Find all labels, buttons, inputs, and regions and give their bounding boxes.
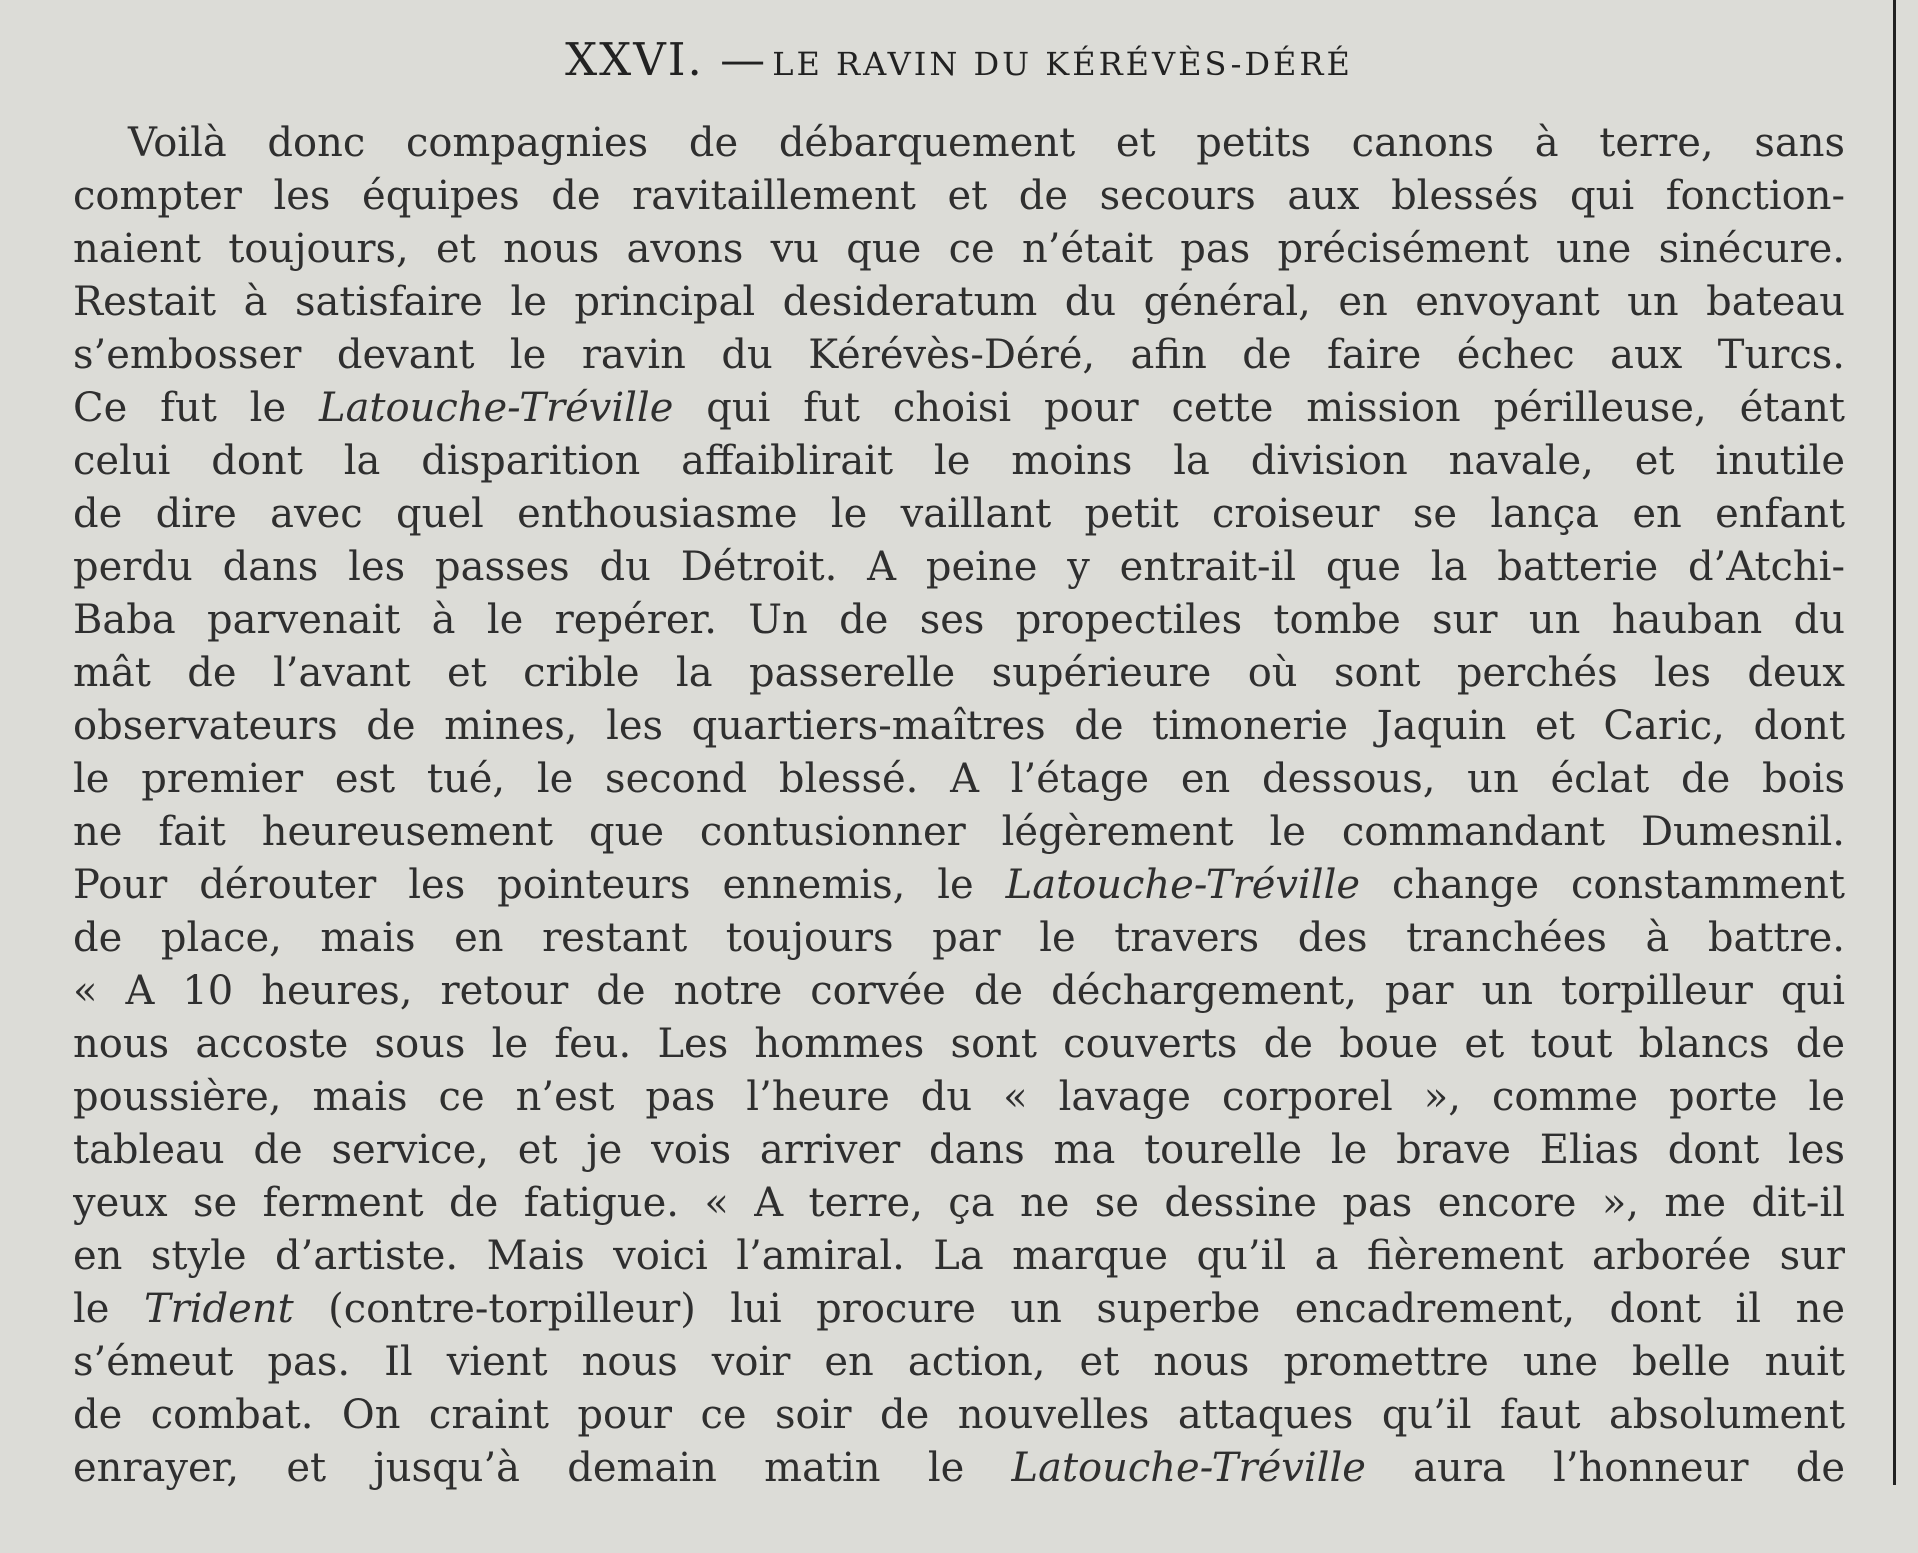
text-run: perdu dans les passes du Détroit. A peine y entrait-il que la batterie d’Atchi-: [73, 544, 1845, 590]
text-line: [73, 1442, 1845, 1495]
text-run: de dire avec quel enthousiasme le vaillant petit croiseur se lança en enfant: [73, 491, 1845, 537]
text-line: [73, 170, 1845, 223]
text-run: s’embosser devant le ravin du Kérévès-Déré, afin de faire échec aux Turcs.: [73, 332, 1845, 378]
text-line: [73, 1018, 1845, 1071]
text-run: tableau de service, et je vois arriver dans ma tourelle le brave Elias dont les: [73, 1127, 1845, 1173]
text-line: [73, 223, 1845, 276]
text-line: [73, 594, 1845, 647]
text-run: ne fait heureusement que contusionner légèrement le commandant Dumesnil.: [73, 809, 1845, 855]
text-run: le: [73, 1286, 144, 1332]
chapter-heading: [0, 33, 1918, 86]
text-line: [73, 488, 1845, 541]
text-run: poussière, mais ce n’est pas l’heure du « lavage corporel », comme porte le: [73, 1074, 1845, 1120]
text-line: [73, 541, 1845, 594]
text-run: nous accoste sous le feu. Les hommes sont couverts de boue et tout blancs de: [73, 1021, 1845, 1067]
text-run: de place, mais en restant toujours par le travers des tranchées à battre.: [73, 915, 1845, 961]
page-edge-rule: [1893, 0, 1896, 1485]
text-run: aura l’honneur de: [1365, 1445, 1845, 1491]
italic-ship-name: Latouche-Tréville: [1011, 1445, 1366, 1491]
chapter-title: LE RAVIN DU KÉRÉVÈS-DÉRÉ: [772, 45, 1353, 83]
text-run: enrayer, et jusqu’à demain matin le: [73, 1445, 1012, 1491]
text-line: [73, 647, 1845, 700]
text-run: mât de l’avant et crible la passerelle supérieure où sont perchés les deux: [73, 650, 1845, 696]
text-line: [73, 753, 1845, 806]
body-text: [73, 117, 1845, 1495]
text-run: qui fut choisi pour cette mission périlleuse, étant: [673, 385, 1845, 431]
text-line: [73, 1389, 1845, 1442]
chapter-number: XXVI. —: [565, 33, 768, 86]
text-line: [73, 806, 1845, 859]
text-line: [73, 859, 1845, 912]
text-run: yeux se ferment de fatigue. « A terre, ça ne se dessine pas encore », me dit-il: [73, 1180, 1845, 1226]
text-line: [73, 1124, 1845, 1177]
italic-ship-name: Latouche-Tréville: [319, 385, 674, 431]
text-run: naient toujours, et nous avons vu que ce n’était pas précisément une sinécure.: [73, 226, 1845, 272]
text-line: [73, 1177, 1845, 1230]
text-run: « A 10 heures, retour de notre corvée de déchargement, par un torpilleur qui: [73, 968, 1845, 1014]
text-run: s’émeut pas. Il vient nous voir en action, et nous promettre une belle nuit: [73, 1339, 1845, 1385]
text-line: [73, 435, 1845, 488]
text-run: Baba parvenait à le repérer. Un de ses propectiles tombe sur un hauban du: [73, 597, 1845, 643]
text-run: Voilà donc compagnies de débarquement et petits canons à terre, sans: [128, 120, 1845, 166]
text-run: le premier est tué, le second blessé. A l’étage en dessous, un éclat de bois: [73, 756, 1845, 802]
text-line: [73, 1230, 1845, 1283]
text-run: Ce fut le: [73, 385, 320, 431]
text-line: [73, 117, 1845, 170]
text-run: observateurs de mines, les quartiers-maîtres de timonerie Jaquin et Caric, dont: [73, 703, 1845, 749]
text-line: [73, 1071, 1845, 1124]
text-line: [73, 382, 1845, 435]
text-run: compter les équipes de ravitaillement et de secours aux blessés qui fonction-: [73, 173, 1845, 219]
text-run: Restait à satisfaire le principal desideratum du général, en envoyant un bateau: [73, 279, 1845, 325]
text-line: [73, 700, 1845, 753]
text-run: celui dont la disparition affaiblirait le moins la division navale, et inutile: [73, 438, 1845, 484]
text-line: [73, 965, 1845, 1018]
text-run: Pour dérouter les pointeurs ennemis, le: [73, 862, 1006, 908]
text-line: [73, 1283, 1845, 1336]
text-line: [73, 912, 1845, 965]
italic-ship-name: Latouche-Tréville: [1005, 862, 1361, 908]
text-run: en style d’artiste. Mais voici l’amiral. La marque qu’il a fièrement arborée sur: [73, 1233, 1845, 1279]
text-line: [73, 1336, 1845, 1389]
text-run: change constamment: [1360, 862, 1845, 908]
italic-ship-name: Trident: [143, 1286, 294, 1332]
text-line: [73, 329, 1845, 382]
text-line: [73, 276, 1845, 329]
text-run: (contre-torpilleur) lui procure un superbe encadrement, dont il ne: [293, 1286, 1845, 1332]
text-run: de combat. On craint pour ce soir de nouvelles attaques qu’il faut absolument: [73, 1392, 1845, 1438]
